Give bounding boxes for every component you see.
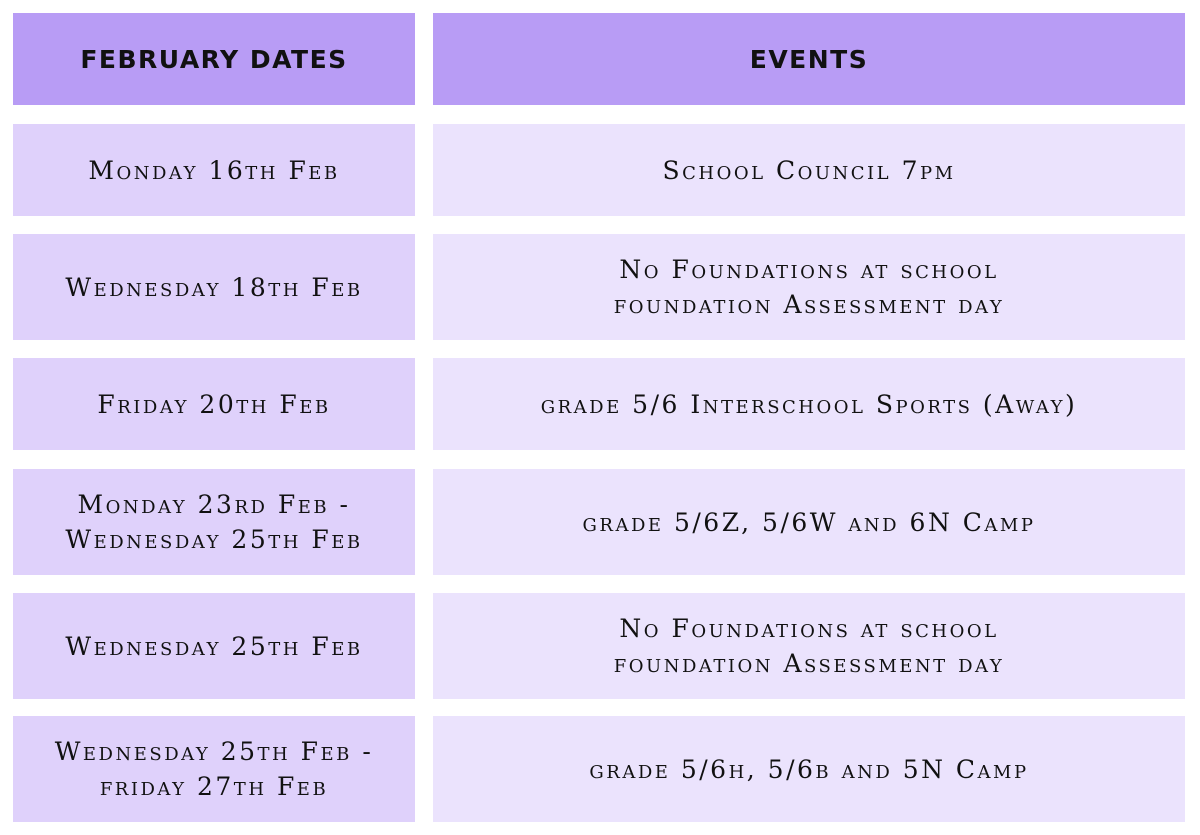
event-line: No Foundations at school xyxy=(619,255,999,284)
event-line: School Council 7pm xyxy=(662,155,956,185)
date-line: friday 27th Feb xyxy=(99,772,329,801)
table-row-5-event xyxy=(433,593,1185,699)
event-line: grade 5/6h, 5/6b and 5N Camp xyxy=(589,754,1029,784)
table-row-3-event xyxy=(433,358,1185,450)
header-dates xyxy=(13,13,415,105)
date-line: Wednesday 25th Feb xyxy=(65,525,363,554)
date-line: Monday 16th Feb xyxy=(88,155,340,185)
date-line: Friday 20th Feb xyxy=(97,389,331,419)
header-dates-label: FEBRUARY DATES xyxy=(80,44,348,74)
table-row-6-date xyxy=(13,716,415,822)
header-events xyxy=(433,13,1185,105)
date-line: Wednesday 18th Feb xyxy=(65,272,363,302)
table-row-3-date xyxy=(13,358,415,450)
event-line: foundation Assessment day xyxy=(613,290,1005,319)
event-line: grade 5/6Z, 5/6W and 6N Camp xyxy=(582,507,1036,537)
date-line: Wednesday 25th Feb - xyxy=(54,737,374,766)
event-line: grade 5/6 Interschool Sports (Away) xyxy=(540,389,1078,419)
table-row-2-event xyxy=(433,234,1185,340)
event-line: foundation Assessment day xyxy=(613,649,1005,678)
table-row-4-date xyxy=(13,469,415,575)
table-row-4-event xyxy=(433,469,1185,575)
table-row-1-event xyxy=(433,124,1185,216)
header-events-label: EVENTS xyxy=(749,44,869,74)
date-line: Monday 23rd Feb - xyxy=(77,490,351,519)
event-line: No Foundations at school xyxy=(619,614,999,643)
table-row-1-date xyxy=(13,124,415,216)
date-line: Wednesday 25th Feb xyxy=(65,631,363,661)
table-row-2-date xyxy=(13,234,415,340)
table-row-5-date xyxy=(13,593,415,699)
table-row-6-event xyxy=(433,716,1185,822)
